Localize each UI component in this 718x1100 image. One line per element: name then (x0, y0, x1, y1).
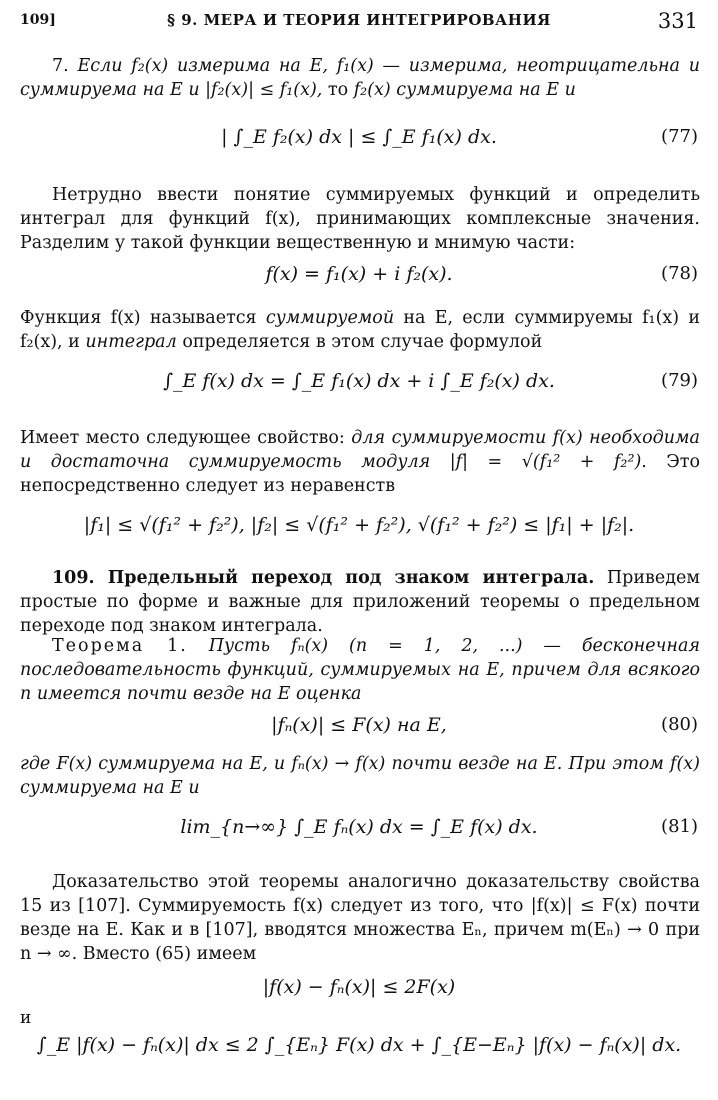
formula-80-expression: |fₙ(x)| ≤ F(x) на E, (271, 714, 447, 736)
section-heading: 109. Предельный переход под знаком интеграла. (52, 568, 595, 588)
definition-text-3: на E, если суммируемы f₁(x) и f₂(x), и (20, 308, 700, 352)
definition-text-1: Функция f(x) называется (20, 308, 257, 328)
formula-81-expression: lim_{n→∞} ∫_E fₙ(x) dx = ∫_E f(x) dx. (180, 816, 538, 838)
conjunction-and: и (20, 1008, 32, 1028)
formula-81-number: (81) (661, 816, 698, 837)
property-text-normal: то (327, 80, 349, 100)
formula-78-number: (78) (661, 263, 698, 284)
definition-text-5: определяется в этом случае формулой (182, 332, 543, 352)
section-109 (20, 566, 700, 638)
property-text-italic-2: f₂(x) суммируема на E и (353, 80, 576, 100)
property-intro: Имеет место следующее свойство: (20, 428, 345, 448)
header-section-marker: 109] (20, 12, 56, 28)
formula-77-expression: | ∫_E f₂(x) dx | ≤ ∫_E f₁(x) dx. (221, 126, 497, 148)
formula-80-number: (80) (661, 714, 698, 735)
property-number: 7. (52, 56, 69, 76)
section-intro: Приведем простые по форме и важные для приложений теоремы о предельном переходе под знаком интеграла. (20, 568, 700, 636)
property-statement: для суммируемости f(x) необходима и достаточна суммируемость модуля |f| = √(f₁² + f₂²). (20, 428, 700, 472)
paragraph-where: где F(x) суммируема на E, и fₙ(x) → f(x) почти везде на E. При этом f(x) суммируема на E и (20, 754, 700, 798)
paragraph-proof: Доказательство этой теоремы аналогично доказательству свойства 15 из [107]. Суммируемость f(x) следует из того, что |f(x)| ≤ F(x) почти везде на E. Как и в [107], вводятся множества Eₙ, причем m(Eₙ) → 0 при n → ∞. Вместо (65) имеем (20, 872, 700, 964)
theorem-1 (20, 634, 700, 706)
formula-79-expression: ∫_E f(x) dx = ∫_E f₁(x) dx + i ∫_E f₂(x) dx. (163, 370, 555, 392)
formula-79-number: (79) (661, 370, 698, 391)
paragraph-definition (20, 306, 700, 354)
formula-77-number: (77) (661, 126, 698, 147)
inequalities-expression: |f₁| ≤ √(f₁² + f₂²), |f₂| ≤ √(f₁² + f₂²), √(f₁² + f₂²) ≤ |f₁| + |f₂|. (83, 514, 635, 536)
theorem-label: Теорема 1. (52, 636, 188, 656)
theorem-statement: Пусть fₙ(x) (n = 1, 2, ...) — бесконечная последовательность функций, суммируемых на E, причем для всякого n имеется почти везде на E оценка (20, 636, 700, 704)
paragraph-complex-functions: Нетрудно ввести понятие суммируемых функций и определить интеграл для функций f(x), принимающих комплексные значения. Разделим у такой функции вещественную и мнимую части: (20, 185, 700, 253)
formula-last-expression: ∫_E |f(x) − fₙ(x)| dx ≤ 2 ∫_{Eₙ} F(x) dx + ∫_{E−Eₙ} |f(x) − fₙ(x)| dx. (36, 1034, 682, 1056)
formula-78-expression: f(x) = f₁(x) + i f₂(x). (265, 263, 453, 285)
property-7 (20, 54, 700, 102)
running-title: § 9. МЕРА И ТЕОРИЯ ИНТЕГРИРОВАНИЯ (167, 11, 551, 29)
page-number: 331 (657, 9, 698, 33)
definition-term-integral: интеграл (85, 332, 177, 352)
definition-term-summable: суммируемой (265, 308, 395, 328)
property-follow: Это непосредственно следует из неравенств (20, 452, 700, 496)
property-text-italic: Если f₂(x) измерима на E, f₁(x) — измерима, неотрицательна и суммируема на E и |f₂(x)| ≤ f₁(x), (20, 56, 700, 100)
paragraph-property (20, 426, 700, 498)
formula-ineq-expression: |f(x) − fₙ(x)| ≤ 2F(x) (262, 976, 456, 998)
